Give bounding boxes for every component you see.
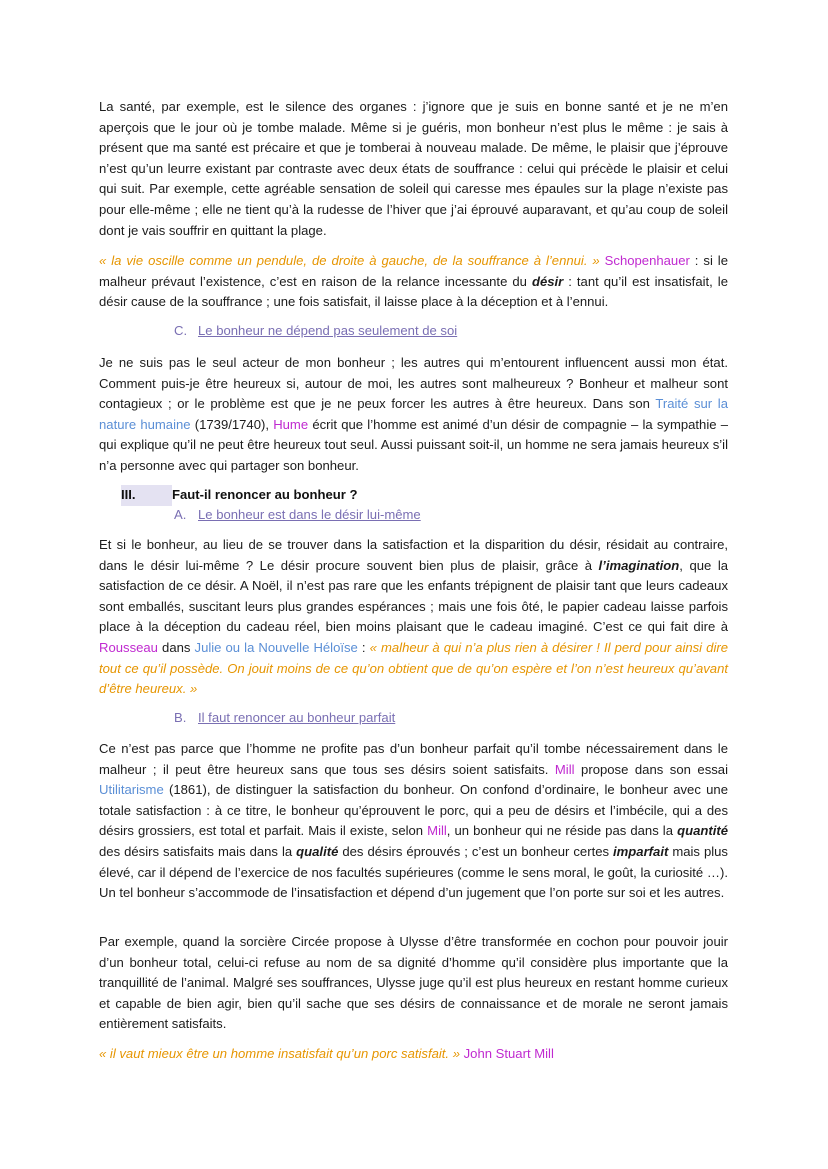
keyword-qualite: qualité xyxy=(296,843,339,859)
paragraph-schopenhauer: « la vie oscille comme un pendule, de droite à gauche, de la souffrance à l’ennui. » Schopenhauer : si le malheur prévaut l’existence, c’est en raison de la relance incessante du désir : tant qu’il est insatisfait, le désir cause de la souffrance ; une fois satisfait, il laisse place à la déception et à l’ennui. xyxy=(99,253,729,310)
paragraph-ulysse: Par exemple, quand la sorcière Circée propose à Ulysse d’être transformée en cochon pour pouvoir jouir d’un bonheur total, celui-ci refuse au nom de sa dignité d’homme qu’il considère plus importante que la tranquillité de l’animal. Malgré ses souffrances, Ulysse juge qu’il est plus heureux en restant homme curieux et capable de bien agir, bien qu’il sache que ses désirs de connaissance et de morale ne seront jamais entièrement satisfaits. xyxy=(99,934,728,1032)
author-rousseau: Rousseau xyxy=(99,639,158,655)
section-title: Faut-il renoncer au bonheur ? xyxy=(172,487,358,502)
author-hume: Hume xyxy=(273,416,309,432)
keyword-desir: désir xyxy=(531,273,564,289)
paragraph-health: La santé, par exemple, est le silence des organes : j’ignore que je suis en bonne santé et je ne m’en aperçois que le jour où je tombe malade. Même si je guéris, mon bonheur n’est plus le même : je sais à présent que ma santé est précaire et que je tomberai à nouveau malade. De même, le plaisir que j’éprouve n’est qu’un leurre existant par contraste avec deux états de souffrance : celui qui précède le plaisir et celui qui suit. Par exemple, cette agréable sensation de soleil qui caresse mes épaules sur la plage n’existe pas pour elle-même ; elle ne tient qu’à la rudesse de l’hiver que j’ai éprouvé auparavant, et qu’au coup de soleil dont je vais souffrir en quittant la plage. xyxy=(99,99,728,238)
paragraph-mill: Ce n’est pas parce que l’homme ne profite pas d’un bonheur parfait qu’il tombe nécessairement dans le malheur ; il peut être heureux sans que tous ses désirs soient satisfaits. Mill propose dans son essai Utilitarisme (1861), de distinguer la satisfaction du bonheur. On confond d’ordinaire, le bonheur avec une totale satisfaction : à ce titre, le bonheur qu’éprouvent le porc, qui a peu de désirs et l’imbécile, qui a des désirs grossiers, est total et parfait. Mais il existe, selon Mill, un bonheur qui ne réside pas dans la quantité des désirs satisfaits mais dans la qualité des désirs éprouvés ; c’est un bonheur certes imparfait mais plus élevé, car il dépend de l’exercice de nos facultés supérieures (comme le sens moral, le goût, la curiosité …). Un tel bonheur s’accommode de l’insatisfaction et dépend d’un jugement que l’on porte sur soi et les autres. xyxy=(99,741,728,901)
author-schopenhauer: Schopenhauer xyxy=(604,253,690,268)
author-mill: Mill xyxy=(554,761,575,777)
subheading-a: A. Le bonheur est dans le désir lui-même xyxy=(174,507,421,522)
subheading-b: B. Il faut renoncer au bonheur parfait xyxy=(174,710,396,725)
subheading-c: C. Le bonheur ne dépend pas seulement de soi xyxy=(174,323,458,338)
subheading-b-title: Il faut renoncer au bonheur parfait xyxy=(198,710,396,725)
paragraph-rousseau: Et si le bonheur, au lieu de se trouver dans la satisfaction et la disparition du désir, résidait au contraire, dans le désir lui-même ? Le désir procure souvent bien plus de plaisir, grâce à l’imagination, que la satisfaction de ce désir. A Noël, il n’est pas rare que les enfants trépignent de plaisir tant que leurs cadeaux sont emballés, suscitant leurs plus grandes espérances ; mais une fois ôté, le papier cadeau laisse parfois place à la déception du cadeau réel, bien moins plaisant que le cadeau imaginé. C’est ce qui fait dire à Rousseau dans Julie ou la Nouvelle Héloïse : « malheur à qui n’a plus rien à désirer ! Il perd pour ainsi dire tout ce qu’il possède. On jouit moins de ce qu’on obtient que de qu’on espère et l’on n’est heureux qu’avant d’être heureux. » xyxy=(99,537,729,697)
subheading-c-title: Le bonheur ne dépend pas seulement de soi xyxy=(198,323,458,338)
work-julie: Julie ou la Nouvelle Héloïse xyxy=(194,639,358,655)
schopenhauer-quote: « la vie oscille comme un pendule, de droite à gauche, de la souffrance à l’ennui. » xyxy=(99,253,600,268)
author-mill-2: Mill xyxy=(427,823,447,839)
work-utilitarisme: Utilitarisme xyxy=(99,782,164,798)
work-traite: Traité sur la nature humaine xyxy=(99,396,729,432)
author-john-stuart-mill: John Stuart Mill xyxy=(463,1046,554,1061)
keyword-imagination: l’imagination xyxy=(598,557,680,573)
paragraph-hume: Je ne suis pas le seul acteur de mon bonheur ; les autres qui m’entourent influencent aussi mon état. Comment puis-je être heureux si, autour de moi, les autres sont malheureux ? Bonheur et malheur sont contagieux ; or le problème est que je ne peux forcer les autres à être heureux. Dans son Traité sur la nature humaine (1739/1740), Hume écrit que l’homme est animé d’un désir de compagnie – la sympathie – qui explique qu’il ne peut être heureux tout seul. Aussi puissant soit-il, un homme ne sera jamais heureux s’il n’a personne avec qui partager son bonheur. xyxy=(99,355,729,473)
subheading-a-title: Le bonheur est dans le désir lui-même xyxy=(198,507,421,522)
mill-quote: « il vaut mieux être un homme insatisfait qu’un porc satisfait. » xyxy=(99,1046,460,1061)
keyword-imparfait: imparfait xyxy=(613,843,669,859)
rousseau-quote: « malheur à qui n’a plus rien à désirer ! Il perd pour ainsi dire tout ce qu’il possède. On jouit moins de ce qu’on obtient que de qu’on espère et l’on n’est heureux qu’avant d’être heureux. » xyxy=(99,639,729,697)
paragraph-mill-quote xyxy=(99,1044,728,1065)
section-heading-iii xyxy=(121,485,358,506)
section-number: III. xyxy=(121,485,172,506)
keyword-quantite: quantité xyxy=(677,823,728,839)
